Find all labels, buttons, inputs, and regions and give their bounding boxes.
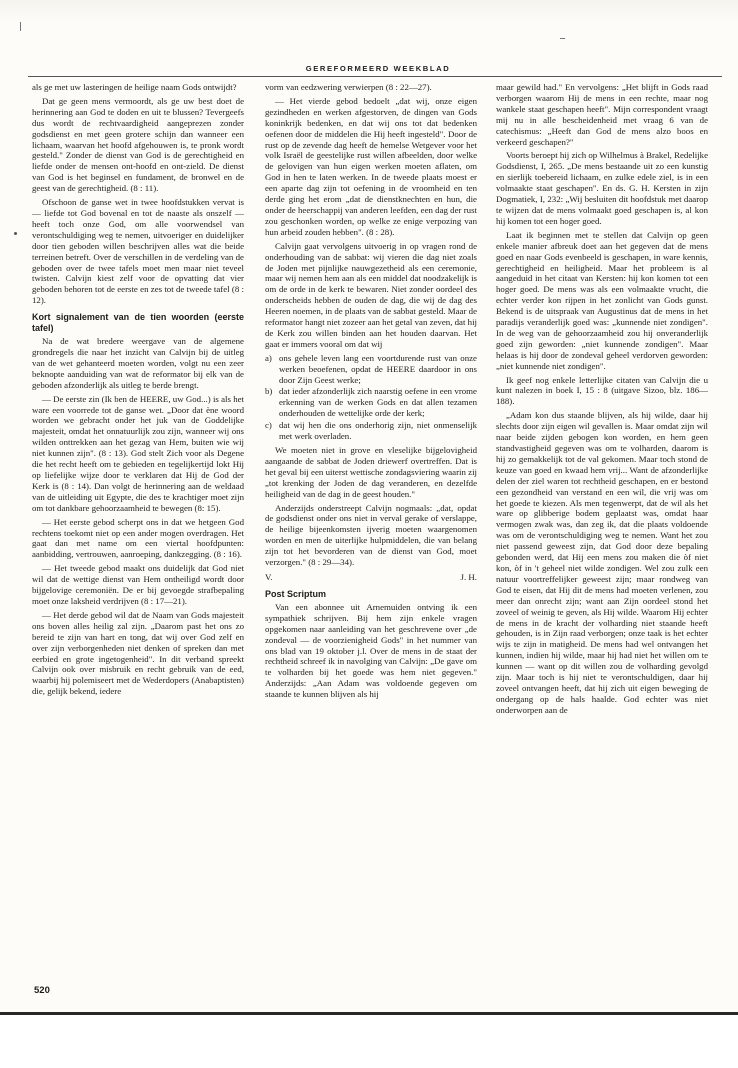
scan-bottom-edge [0,1012,738,1068]
paragraph: maar gewild had." En vervolgens: „Het blijft in Gods raad verborgen waarom Hij de mens in een rechte, maar nog wankele staat geschapen heeft". Mijn correspondent vraagt mij nu in alle bescheidenheid met vraag 6 van de catechismus: „Heeft dan God de mens alzo boos en verkeerd geschapen?" [496,82,708,147]
author-initials: J. H. [460,571,477,582]
paragraph: — De eerste zin (Ik ben de HEERE, uw God...) is als het ware een voorrede tot de ganse wet. „Door dat ène woord worden we gebracht onder het juk van de Goddelijke majesteit, omdat het onnatuurlijk zou zijn, wanneer wij ons wilden onttrekken aan het gezag van Hem, buiten wie wij niet kunnen zijn". (8 : 13). God stelt Zich voor als Degene die het recht heeft om te gebieden en tegelijkertijd lokt Hij op liefelijke wijze door te verklaren dat Hij de God der Kerk is (8 : 14). Dan volgt de herinnering aan de weldaad van de uitleiding uit Egypte, die des te krachtiger moet zijn om tot dankbare gehoorzaamheid te bewegen (8: 15). [32,393,244,513]
paragraph: „Adam kon dus staande blijven, als hij wilde, daar hij slechts door zijn eigen wil gevallen is. Maar omdat zijn wil naar beide zijden gebogen kon worden, en hem geen standvastigheid gegeven was om te volharden, daarom is hij zo gemakkelijk tot de val gekomen. Maar toch stond de keuze van goed en kwaad hem vrij... Want de afzonderlijke delen der ziel waren tot rechtheid geschapen, en er bestond een gezondheid van verstand en een wil, die vrij was om het goede te kiezen. Als men tegenwerpt, dat de wil als het ware op glibberige bodem geplaatst was, omdat haar vermogen zwak was, dan zeg ik, dat die plaats voldoende was om de verontschuldiging weg te nemen. Want het zou niet passend geweest zijn, dat God door deze bepaling gebonden werd, dat Hij een mens zou maken die òf niet kon, òf in 't geheel niet wilde zondigen. Wel zou zulk een natuur voortreffelijker geweest zijn; maar rondweg van God te eisen, dat Hij dit de mens had moeten verlenen, zou meer dan onrecht zijn; want aan Zijn oordeel stond het zoveel of weinig te geven, als Hij wilde. Waarom Hij echter de mens in de kracht der volharding niet staande heeft gehouden, is in Zijn raad verborgen; onze taak is het echter wijs te zijn in matigheid. De mens had wel ontvangen het kunnen, indien hij wilde, maar hij had niet het willen om te kunnen — want op dit willen zou de volharding gevolgd zijn. Maar toch is hij niet te verontschuldigen, daar hij zoveel ontvangen heeft, dat hij zich uit eigen beweging de ondergang op de hals haalde. God echter was niet onderworpen aan de [496,410,708,715]
paragraph: als ge met uw lasteringen de heilige naam Gods ontwijdt? [32,82,237,92]
page-number: 520 [34,985,50,996]
scan-top-edge [0,0,738,22]
paragraph: Ik geef nog enkele letterlijke citaten van Calvijn die u kunt nalezen in boek I, 15 : 8 (uitgave Sizoo, blz. 186—188). [496,374,708,407]
list-item-text: ons gehele leven lang een voortdurende rust van onze werken beoefenen, opdat de HEERE daardoor in ons door Zijn Geest werke; [279,352,477,385]
sabbath-list [265,353,477,442]
paragraph: vorm van eedzwering verwierpen (8 : 22—27). [265,82,432,92]
signature-left: V. [265,571,273,582]
scan-mark [560,38,565,39]
list-item [265,420,477,442]
list-marker: a) [265,352,272,363]
list-item-text: dat wij hen die ons onderhorig zijn, niet onmenselijk met werk overladen. [279,420,477,442]
paragraph: Dat ge geen mens vermoordt, als ge uw best doet de herinnering aan God te doden en uit te blussen? Tevergeefs dus wordt de rechtvaardigheid aangeprezen zonder godsdienst en met geen grotere schijn dan wanneer een lichaam, waarvan het hoofd afgehouwen is, te pronk wordt gesteld." Zonder de dienst van God is de gerechtigheid en liefde onder de mensen ont-hoofd en ont-zield. De dienst van God is het beginsel en fundament, de bronwel en de geest van de gerechtigheid. (8 : 11). [32,95,244,194]
scan-speck [14,232,17,235]
column-3 [496,82,708,719]
scan-mark [20,22,21,31]
paragraph: Voorts beroept hij zich op Wilhelmus à Brakel, Redelijke Godsdienst, I, 265. „De mens bestaande uit zo een kunstig en sierlijk toebereid lichaam, en zulke edele ziel, is in een volmaakte staat geschapen". En ds. G. H. Kersten in zijn Dogmatiek, I, 232: „Wij besluiten dit hoofdstuk met daarop te wijzen dat de mens volmaakt goed geschapen is, al kon hij komen tot een hoger goed. [496,150,708,226]
list-item [265,386,477,419]
column-1 [32,82,244,700]
running-head: GEREFORMEERD WEEKBLAD [305,64,451,73]
paragraph: — Het derde gebod wil dat de Naam van Gods majesteit ons boven alles heilig zal zijn. „Daarom past het ons zo bereid te zijn van hart en tong, dat wij over God zelf en over zijn verborgenheden niet denken of spreken dan met eerbied en grote ingetogenheid". In dit verband spreekt Calvijn ook over misbruik en recht gebruik van de eed, waarbij hij polemiseert met de Wederdopers (Anabaptisten) die, gelijk bekend, iedere [32,609,244,697]
list-marker: b) [265,386,273,397]
header-rule [28,76,722,77]
paragraph: — Het tweede gebod maakt ons duidelijk dat God niet wil dat de wettige dienst van Hem ontheiligd wordt door bijgelovige ceremoniën. De er bij gevoegde strafbepaling moet onze laksheid verdrijven (8 : 17—21). [32,563,244,606]
paragraph: — Het vierde gebod bedoelt „dat wij, onze eigen gezindheden en werken afgestorven, de dingen van Gods koninkrijk bedenken, en dat wij ons tot dat bedenken oefenen door de middelen die Hij heeft ingesteld". Door de rust op de zevende dag heeft de hemelse Wetgever voor het volk Israël de geestelijke rust willen afbeelden, door welke de gelovigen van hun eigen werken moeten aflaten, om God in hen te laten werken. In de tweede plaats moest er een aparte dag zijn tot oefening in de vroomheid en ten derde ging het erom „dat de dienstknechten en hun, die onder de heerschappij van anderen leefden, een dag der rust zou geschonken worden, op welke ze enige verpozing van hun arbeid zouden hebben". (8 : 28). [265,95,477,237]
paragraph: Na de wat bredere weergave van de algemene grondregels die naar het inzicht van Calvijn bij de uitleg van de wet gehanteerd moeten worden, volgt nu een zeer beknopte aanduiding van wat de reformator bij elk van de geboden afzonderlijk als uitleg te berde brengt. [32,336,244,390]
paragraph: — Het eerste gebod scherpt ons in dat we hetgeen God rechtens toekomt niet op een ander mogen overdragen. Het gaat dan met name om een viertal hoofdpunten: aanbidding, vertrouwen, aanroeping, dankzegging. (8 : 16). [32,516,244,560]
paragraph: Anderzijds onderstreept Calvijn nogmaals: „dat, opdat de godsdienst onder ons niet in verval gerake of verslappe, de heilige bijeenkomsten ijverig moeten waargenomen worden en men de uiterlijke hulpmiddelen, die van belang zijn tot het bevorderen van de dienst van God, moet verzorgen." (8 : 29—34). [265,502,477,568]
paragraph: Van een abonnee uit Arnemuiden ontving ik een sympathiek schrijven. Bij hem zijn enkele vragen opgekomen naar aanleiding van het geschrevene over „de zondeval — de voorzienigheid Gods" in het nummer van ons blad van 19 oktober j.l. Over de mens in de staat der rechtheid schreef ik in navolging van Calvijn: „De gave om te volharden bij het goede was hem niet gegeven." Anderzijds: „Aan Adam was voldoende gegeven om staande te kunnen blijven als hij [265,601,477,700]
list-marker: c) [265,420,272,431]
signature-line [265,572,477,583]
paragraph: Ofschoon de ganse wet in twee hoofdstukken vervat is — liefde tot God bovenal en tot de naaste als onszelf — heeft toch onze God, om alle voorwendsel van verontschuldiging weg te nemen, uitvoeriger en duidelijker door tien geboden willen beschrijven alles wat die beide terreinen betreft. Over de verschillen in de verdeling van de geboden over de twee tafels moet men maar niet teveel twisten. Calvijn kiest zelf voor de opvatting dat vier geboden behoren tot de eerste en zes tot de tweede tafel (8 : 12). [32,197,244,306]
paragraph: We moeten niet in grove en vleselijke bijgelovigheid aangaande de sabbat de Joden driewerf overtreffen. Dat is het geval bij een uiterst wettische zondagsviering waarin zij „tot krenking der Joden de dag veranderen, en dezelfde heiligheid van de dag in de geest houden." [265,445,477,499]
paragraph: Laat ik beginnen met te stellen dat Calvijn op geen enkele manier afbreuk doet aan het gegeven dat de mens goed en naar Gods evenbeeld is geschapen, in ware kennis, gerechtigheid en heiligheid. Maar het probleem is al aangeduid in het citaat van Kersten: hij kon komen tot een hoger goed. De mens was als een volmaakte vrucht, die echter verder kon rijpen in het zonlicht van Gods gunst. Bekend is de uitspraak van Augustinus dat de mens in het paradijs veranderlijk goed was: „kunnende niet zondigen". In de weg van de gehoorzaamheid zou hij onveranderlijk goed zijn geworden: „niet kunnende zondigen". Maar helaas is hij door de zondeval geheel verdorven geworden: „niet kunnende niet zondigen". [496,229,708,371]
section-heading: Kort signalement van de tien woorden (eerste tafel) [32,312,244,334]
list-item-text: dat ieder afzonderlijk zich naarstig oefene in een vrome erkenning van de werken Gods en dat allen tezamen onderhouden de wettelijke orde der kerk; [279,386,477,419]
section-heading: Post Scriptum [265,588,327,599]
list-item [265,353,477,386]
column-2 [265,82,477,703]
paragraph: Calvijn gaat vervolgens uitvoerig in op vragen rond de onderhouding van de sabbat: wij vieren die dag niet zoals de Joden met pijnlijke nauwgezetheid als een ceremonie, maar wij nemen hem aan als een middel dat noodzakelijk is om de orde in de kerk te bewaren. Niet zonder oordeel des onderscheids hebben de ouden de dag, die wij de dag des Heeren noemen, in de plaats van de sabbat gesteld. Maar de reformator hangt niet zozeer aan het getal van zeven, dat hij de Kerk zou willen binden aan het houden daarvan. Het gaat er immers vooral om dat wij [265,240,477,349]
